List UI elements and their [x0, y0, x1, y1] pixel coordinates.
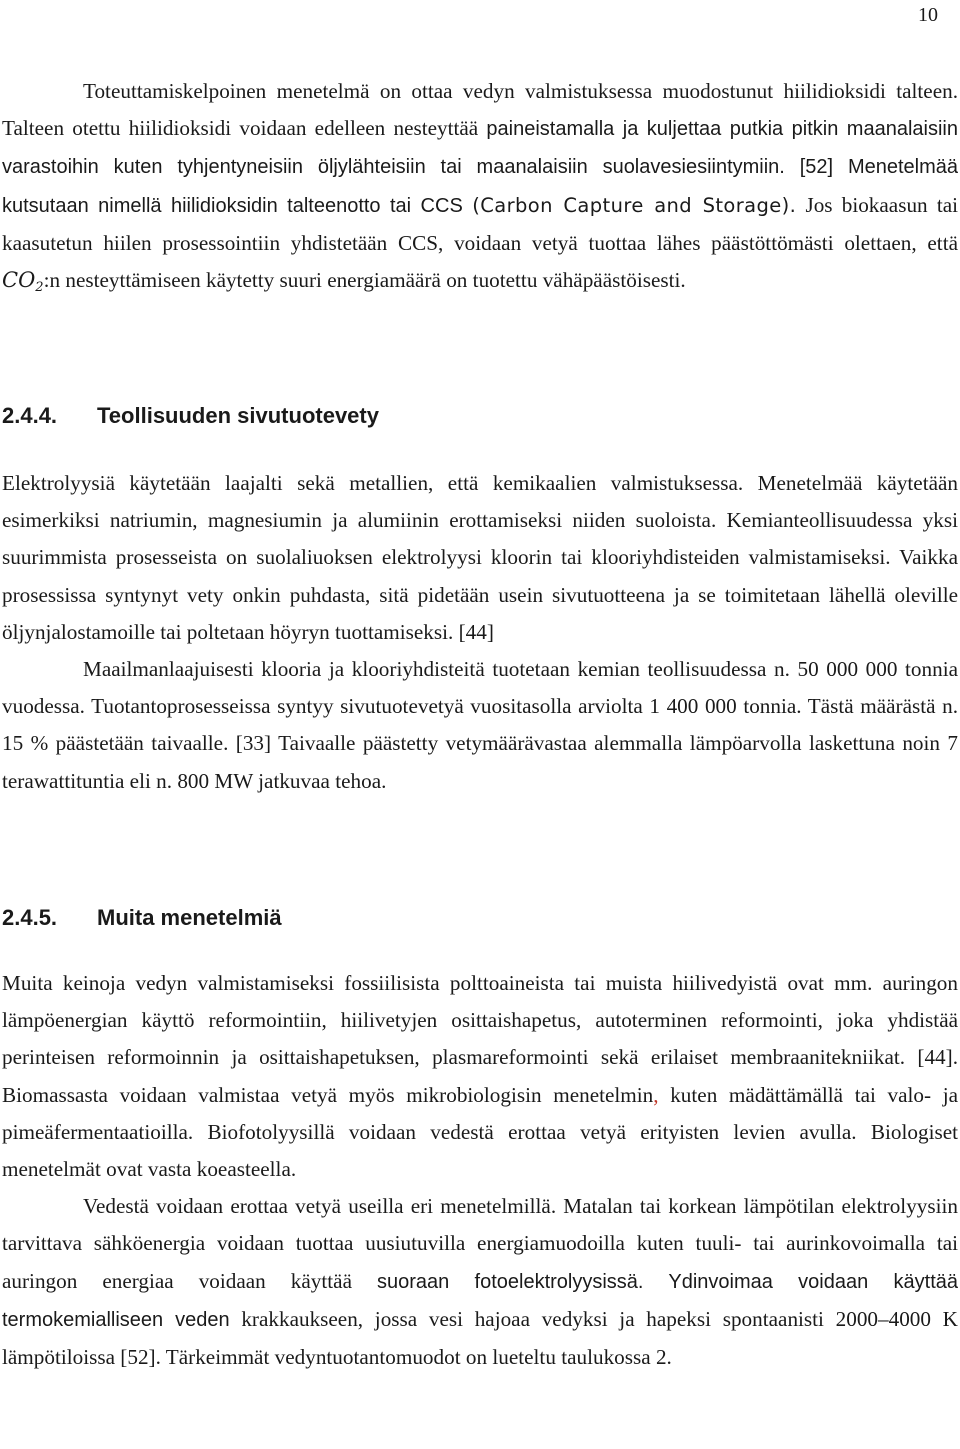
- paragraph-electrolysis: Elektrolyysiä käytetään laajalti sekä metallien, että kemikaalien valmistuksessa. Menetelmää käytetään esimerkiksi natriumin, magnesiumin ja alumiinin erottamiseksi niiden suoloista. Kemianteollisuudessa yksi suurimmista prosesseista on suolaliuoksen elektrolyysi kloorin tai klooriyhdisteiden valmistamiseksi. Vaikka prosessissa syntynyt vety onkin puhdasta, sitä pidetään usein sivutuotteena ja se toimitetaan lähellä oleville öljynjalostamoille tai poltetaan höyryn tuottamiseksi. [44]: [2, 471, 958, 644]
- section-2-4-5-body: [2, 965, 958, 1376]
- heading-title: Teollisuuden sivutuotevety: [97, 403, 379, 428]
- math-co2: $CO_2$: [2, 268, 44, 296]
- text-run: :n nesteyttämiseen käytetty suuri energiamäärä on tuotettu vähäpäästöisesti.: [43, 268, 686, 293]
- text-run-sans: suoraan fotoelektrolyysissä. Ydinvoimaa voidaan käyttää termokemialliseen veden: [2, 1270, 958, 1331]
- heading-2-4-5: [2, 905, 282, 931]
- heading-number: 2.4.5.: [2, 905, 58, 930]
- section-2-4-4-body: [2, 465, 958, 800]
- text-run-sans: paineistamalla ja kuljettaa putkia pitkin maanalaisiin varastoihin kuten tyhjentyneisiin öljylähteisiin tai maanalaisiin suolavesiesiintymiin. [52] Menetelmää kutsutaan nimellä hiilidioksidin talteenotto tai CCS: [2, 118, 958, 217]
- paragraph-chlorine: Maailmanlaajuisesti klooria ja klooriyhdisteitä tuotetaan kemian teollisuudessa n. 50 000 000 tonnia vuodessa. Tuotantoprosesseissa syntyy sivutuotevetyä vuositasolla arviolta 1 400 000 tonnia. Tästä määrästä n. 15 % päästetään taivaalle. [33] Taivaalle päästetty vetymäärävastaa alemmalla lämpöarvolla laskettuna noin 7 terawattituntia eli n. 800 MW jatkuvaa tehoa.: [2, 657, 958, 793]
- heading-number: 2.4.4.: [2, 403, 58, 428]
- paragraph-other-methods: [2, 965, 958, 1188]
- text-run: kuten mädättämällä tai valo- ja pimeäfermentaatioilla. Biofotolyysillä voidaan vedestä erottaa vetyä erityisten levien avulla. Biologiset menetelmät ovat vasta koeasteella.: [2, 1082, 958, 1182]
- paragraph-ccs-text: [2, 73, 958, 306]
- paragraph-water-splitting: [2, 1188, 958, 1376]
- text-run: Muita keinoja vedyn valmistamiseksi fossiilisista polttoaineista tai muista hiilivedyistä ovat mm. auringon lämpöenergian käyttö reformointiin, hiilivetyjen osittaishapetus, autoterminen reformointi, joka yhdistää perinteisen reformoinnin ja osittaishapetuksen, plasmareformointi sekä erilaiset membraanitekniikat. [44]. Biomassasta voidaan valmistaa vetyä myös mikrobiologisin menetelmin: [2, 971, 958, 1107]
- text-run: Toteuttamiskelpoinen menetelmä on ottaa vedyn valmistuksessa muodostunut hiilidioksidi talteen. Talteen otettu hiilidioksidi voidaan edelleen nesteyttää: [2, 79, 958, 141]
- text-run: Vedestä voidaan erottaa vetyä useilla eri menetelmillä. Matalan tai korkean lämpötilan elektrolyysiin tarvittava sähköenergia voidaan tuottaa uusiutuvilla energiamuodoilla kuten tuuli- tai aurinkovoimalla tai auringon energiaa voidaan käyttää: [2, 1194, 958, 1293]
- paragraph-ccs: [2, 73, 958, 306]
- text-run: Jos biokaasun tai kaasutetun hiilen prosessointiin yhdistetään CCS, voidaan vetyä tuottaa lähes päästöttömästi olettaen, että: [2, 192, 959, 255]
- highlighted-comma: ,: [653, 1082, 659, 1107]
- text-run-ccs-expansion: (Carbon Capture and Storage).: [472, 193, 797, 217]
- heading-title: Muita menetelmiä: [97, 905, 282, 930]
- heading-2-4-4: [2, 403, 379, 429]
- text-run: krakkaukseen, jossa vesi hajoaa vedyksi ja hapeksi spontaanisti 2000–4000 K lämpötiloissa [52]. Tärkeimmät vedyntuotantomuodot on lueteltu taulukossa 2.: [2, 1306, 958, 1370]
- page-number: 10: [918, 4, 938, 26]
